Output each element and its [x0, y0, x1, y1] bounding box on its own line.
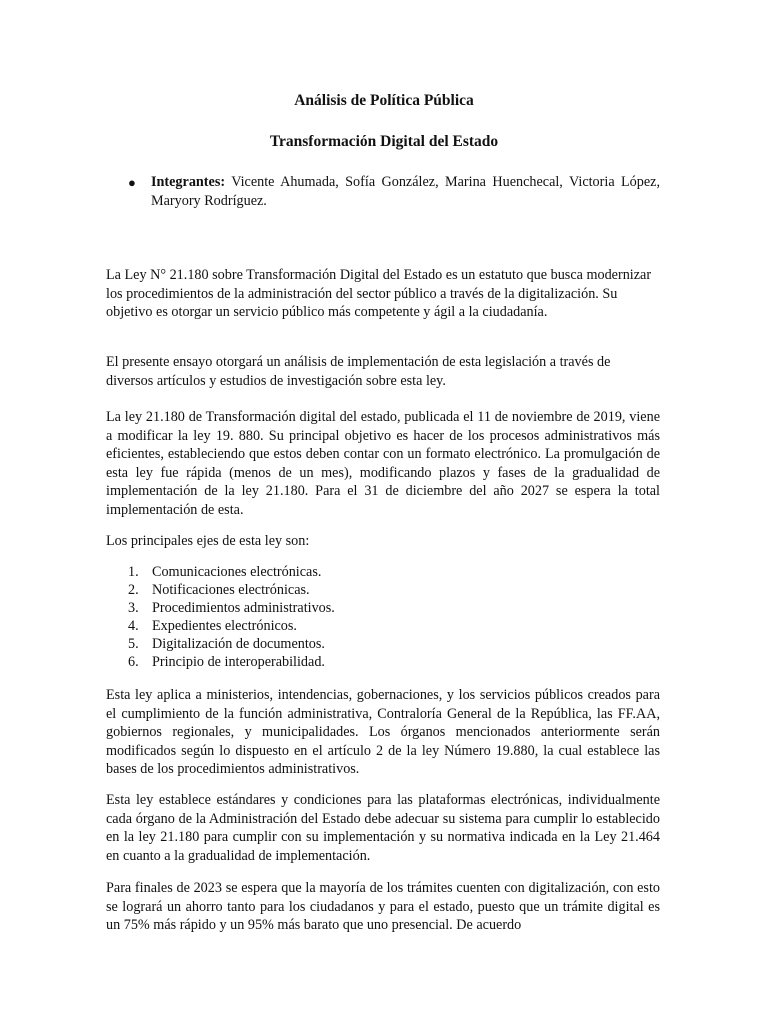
members-text: [151, 173, 660, 211]
list-item-number: 4.: [128, 618, 139, 634]
paragraph-goals: Para finales de 2023 se espera que la mayoría de los trámites cuenten con digitalización, con esto se logrará un ahorro tanto para los ciudadanos y para el estado, puesto que un trámite digital es un 75% más rápido y un 95% más barato que uno presencial. De acuerdo: [106, 880, 660, 934]
document-subtitle: Transformación Digital del Estado: [269, 133, 499, 150]
list-item-text: Procedimientos administrativos.: [152, 600, 335, 616]
members-list-item: [128, 173, 660, 211]
paragraph-scope: Esta ley aplica a ministerios, intendencias, gobernaciones, y los servicios públicos creados para el cumplimiento de la función administrativa, Contraloría General de la República, las FF.AA, gobiernos regionales, y municipalidades. Los órganos mencionados anteriormente serán modificados según lo dispuesto en el artículo 2 de la ley Número 19.880, la cual establece las bases de los procedimientos administrativos.: [106, 687, 660, 778]
list-item: [106, 653, 606, 671]
members-names: Vicente Ahumada, Sofía González, Marina Huenchecal, Victoria López, Maryory Rodríguez.: [151, 174, 660, 209]
paragraph-intro: La Ley N° 21.180 sobre Transformación Digital del Estado es un estatuto que busca modernizar los procedimientos de la administración del sector público a través de la digitalización. Su objetivo es otorgar un servicio público más competente y ágil a la ciudadanía.: [106, 267, 652, 321]
list-item-text: Principio de interoperabilidad.: [152, 654, 325, 670]
list-item-text: Notificaciones electrónicas.: [152, 582, 310, 598]
members-label: Integrantes:: [151, 174, 226, 190]
list-item-number: 6.: [128, 654, 139, 670]
paragraph-standards: Esta ley establece estándares y condiciones para las plataformas electrónicas, individualmente cada órgano de la Administración del Estado debe adecuar su sistema para cumplir lo establecido en la ley 21.180 para cumplir con su implementación y su normativa indicada en la Ley 21.464 en cuanto a la gradualidad de implementación.: [106, 792, 660, 864]
paragraph-axes-intro: Los principales ejes de esta ley son:: [106, 533, 310, 549]
list-item-number: 2.: [128, 582, 139, 598]
list-item: [106, 635, 606, 653]
bullet-icon: ●: [128, 175, 136, 190]
list-item-number: 5.: [128, 636, 139, 652]
list-item: [106, 563, 606, 581]
list-item: [106, 599, 606, 617]
document-title: Análisis de Política Pública: [294, 92, 474, 109]
list-item: [106, 617, 606, 635]
list-item-text: Digitalización de documentos.: [152, 636, 325, 652]
paragraph-law-description: La ley 21.180 de Transformación digital del estado, publicada el 11 de noviembre de 2019, viene a modificar la ley 19. 880. Su principal objetivo es hacer de los procesos administrativos más eficientes, estableciendo que estos deben contar con un formato electrónico. La promulgación de esta ley fue rápida (menos de un mes), modificando plazos y fases de la gradualidad de implementación de la ley 21.180. Para el 31 de diciembre del año 2027 se espera la total implementación de esta.: [106, 409, 660, 518]
paragraph-purpose: El presente ensayo otorgará un análisis de implementación de esta legislación a través de diversos artículos y estudios de investigación sobre esta ley.: [106, 354, 611, 389]
axes-list: [106, 563, 606, 671]
list-item-text: Expedientes electrónicos.: [152, 618, 297, 634]
list-item-number: 3.: [128, 600, 139, 616]
list-item: [106, 581, 606, 599]
list-item-number: 1.: [128, 564, 139, 580]
list-item-text: Comunicaciones electrónicas.: [152, 564, 322, 580]
